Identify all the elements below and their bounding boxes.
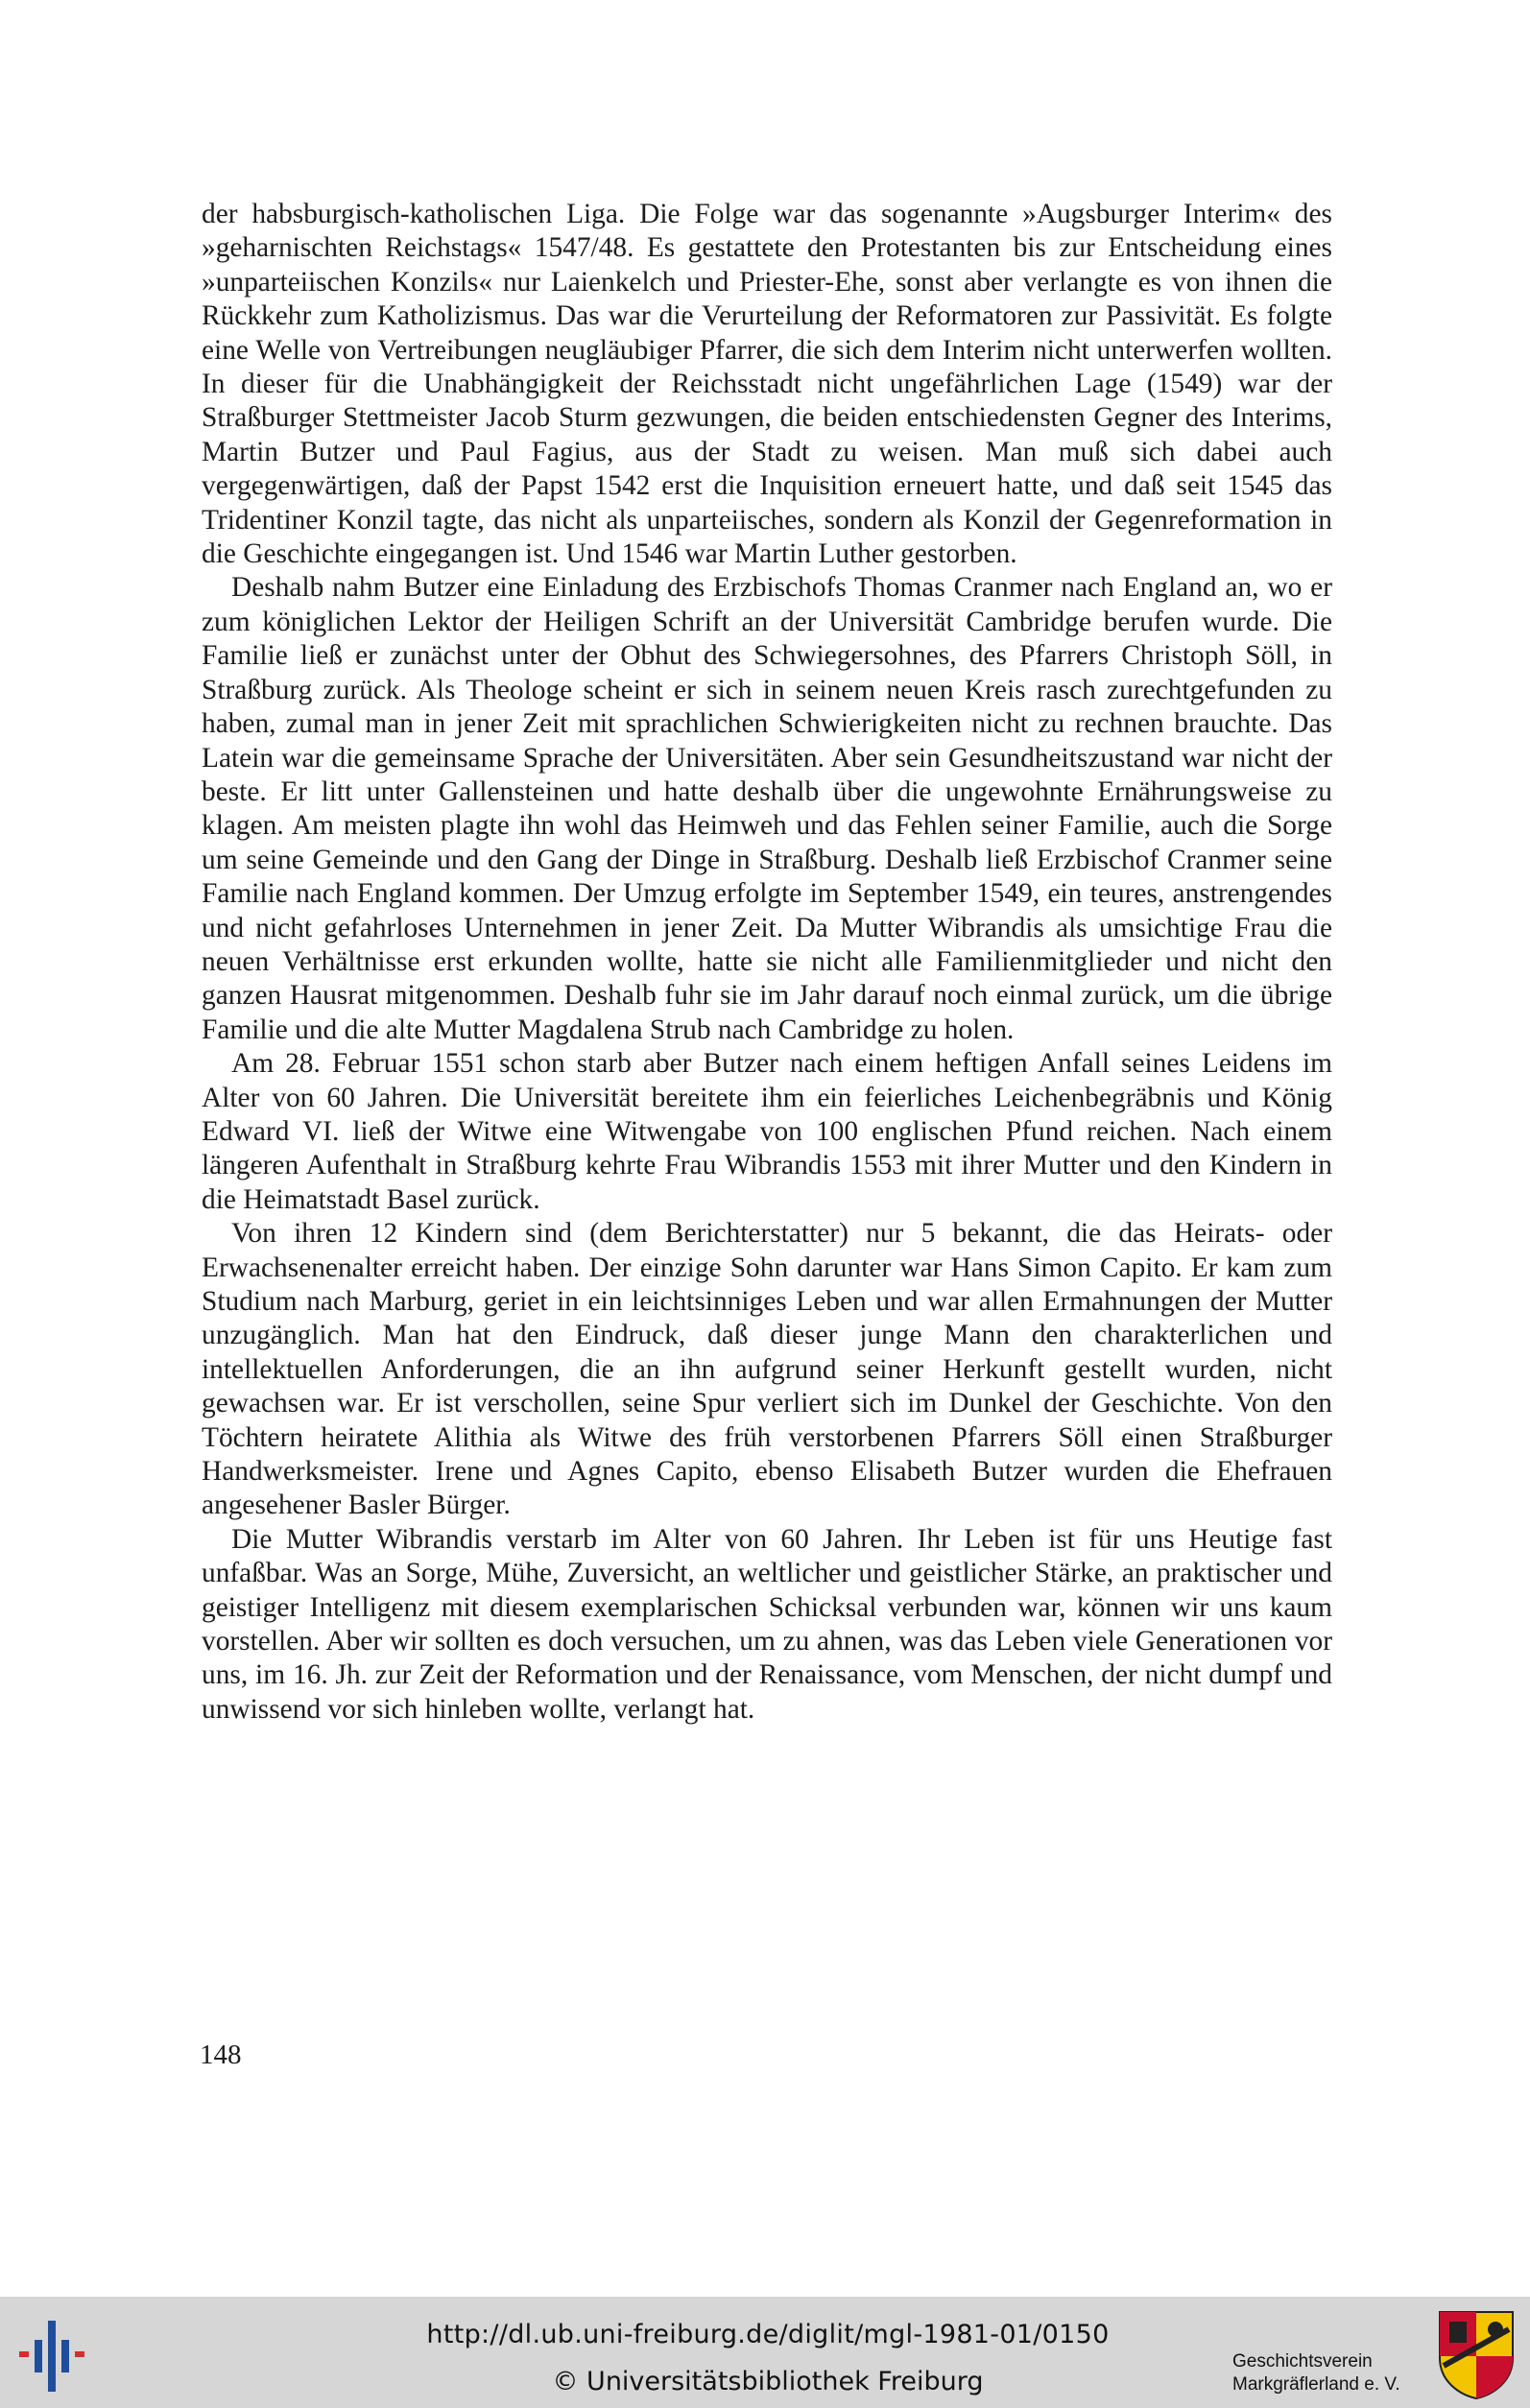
body-text xyxy=(202,198,1332,1727)
paragraph-5: Die Mutter Wibrandis verstarb im Alter von 60 Jahren. Ihr Leben ist für uns Heutige fast unfaßbar. Was an Sorge, Mühe, Zuversicht, an weltlicher und geistlicher Stärke, an praktischer und geistiger Intelligenz mit diesem exemplarischen Schicksal verbunden war, können wir uns kaum vorstellen. Aber wir sollten es doch versuchen, um zu ahnen, was das Leben viele Generationen vor uns, im 16. Jh. zur Zeit der Reformation und der Renaissance, vom Menschen, der nicht dumpf und unwissend vor sich hinleben wollte, verlangt hat. xyxy=(202,1523,1332,1725)
society-name xyxy=(1232,2350,1434,2396)
paragraph-3: Am 28. Februar 1551 schon starb aber Butzer nach einem heftigen Anfall seines Leidens im Alter von 60 Jahren. Die Universität bereitete ihm ein feierliches Leichenbegräbnis und König Edward VI. ließ der Witwe eine Witwengabe von 100 englischen Pfund reichen. Nach einem längeren Aufenthalt in Straßburg kehrte Frau Wibrandis 1553 mit ihrer Mutter und den Kindern in die Heimatstadt Basel zurück. xyxy=(202,1048,1332,1215)
permalink-url[interactable]: http://dl.ub.uni-freiburg.de/diglit/mgl-1981-01/0150 xyxy=(426,2320,1110,2349)
society-name-line-1: Geschichtsverein xyxy=(1232,2351,1373,2372)
ub-freiburg-logo-icon[interactable] xyxy=(13,2315,100,2397)
society-name-line-2: Markgräflerland e. V. xyxy=(1232,2374,1400,2395)
paragraph-4: Von ihren 12 Kindern sind (dem Berichterstatter) nur 5 bekannt, die das Heirats- oder Erwachsenenalter erreicht haben. Der einzige Sohn darunter war Hans Simon Capito. Er kam zum Studium nach Marburg, geriet in ein leichtsinniges Leben und war allen Ermahnungen der Mutter unzugänglich. Man hat den Eindruck, daß dieser junge Mann den charakterlichen und intellektuellen Anforderungen, die an ihn aufgrund seiner Herkunft gestellt wurden, nicht gewachsen war. Er ist verschollen, seine Spur verliert sich im Dunkel der Geschichte. Von den Töchtern heiratete Alithia als Witwe des früh verstorbenen Pfarrers Söll einen Straßburger Handwerksmeister. Irene und Agnes Capito, ebenso Elisabeth Butzer wurden die Ehefrauen angesehener Basler Bürger. xyxy=(202,1218,1332,1521)
paragraph-1: der habsburgisch-katholischen Liga. Die Folge war das sogenannte »Augsburger Interim« des »geharnischten Reichstags« 1547/48. Es gestattete den Protestanten bis zur Entscheidung eines »unparteiischen Konzils« nur Laienkelch und Priester-Ehe, sonst aber verlangte es von ihnen die Rückkehr zum Katholizismus. Das war die Verurteilung der Reformatoren zur Passivität. Es folgte eine Welle von Vertreibungen neugläubiger Pfarrer, die sich dem Interim nicht unterwerfen wollten. In dieser für die Unabhängigkeit der Reichsstadt nicht ungefährlichen Lage (1549) war der Straßburger Stettmeister Jacob Sturm gezwungen, die beiden entschiedensten Gegner des Interims, Martin Butzer und Paul Fagius, aus der Stadt zu weisen. Man muß sich dabei auch vergegenwärtigen, daß der Papst 1542 erst die Inquisition erneuert hatte, und daß seit 1545 das Tridentiner Konzil tagte, das nicht als unparteiisches, sondern als Konzil der Gegenreformation in die Geschichte eingegangen ist. Und 1546 war Martin Luther gestorben. xyxy=(202,199,1332,570)
paragraph-2: Deshalb nahm Butzer eine Einladung des Erzbischofs Thomas Cranmer nach England an, wo er zum königlichen Lektor der Heiligen Schrift an der Universität Cambridge berufen wurde. Die Familie ließ er zunächst unter der Obhut des Schwiegersohnes, des Pfarrers Christoph Söll, in Straßburg zurück. Als Theologe scheint er sich in seinem neuen Kreis rasch zurechtgefunden zu haben, zumal man in jener Zeit mit sprachlichen Schwierigkeiten nicht zu rechnen brauchte. Das Latein war die gemeinsame Sprache der Universitäten. Aber sein Gesundheitszustand war nicht der beste. Er litt unter Gallensteinen und hatte deshalb über die ungewohnte Ernährungsweise zu klagen. Am meisten plagte ihn wohl das Heimweh und das Fehlen seiner Familie, auch die Sorge um seine Gemeinde und den Gang der Dinge in Straßburg. Deshalb ließ Erzbischof Cranmer seine Familie nach England kommen. Der Umzug erfolgte im September 1549, ein teures, anstrengendes und nicht gefahrloses Unternehmen in jener Zeit. Da Mutter Wibrandis als umsichtige Frau die neuen Verhältnisse erst erkunden wollte, hatte sie nicht alle Familienmitglieder und nicht den ganzen Hausrat mitgenommen. Deshalb fuhr sie im Jahr darauf noch einmal zurück, um die übrige Familie und die alte Mutter Magdalena Strub nach Cambridge zu holen. xyxy=(202,572,1332,1045)
copyright-notice: © Universitätsbibliothek Freiburg xyxy=(552,2367,984,2396)
page-number: 148 xyxy=(200,2039,242,2070)
coat-of-arms-icon xyxy=(1436,2308,1517,2400)
